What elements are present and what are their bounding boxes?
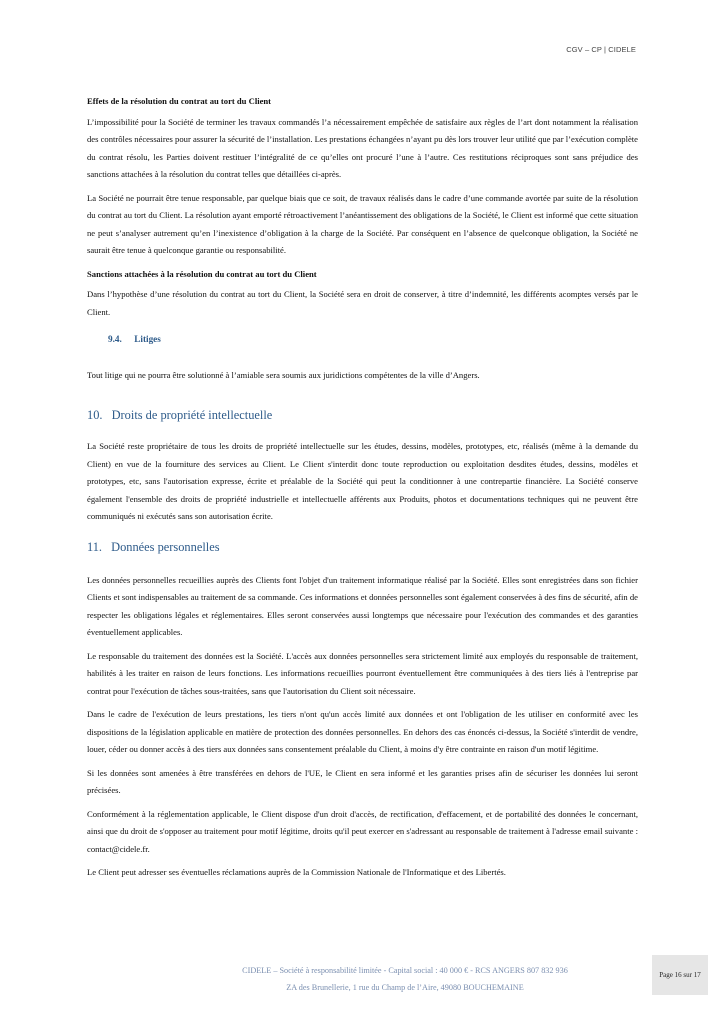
- subheading-sanctions: Sanctions attachées à la résolution du contrat au tort du Client: [87, 268, 317, 279]
- section-number: 11.: [87, 539, 103, 554]
- section-heading-litiges: [108, 331, 638, 349]
- section-heading-11: [87, 538, 638, 556]
- paragraph: Tout litige qui ne pourra être solutionné à l’amiable sera soumis aux juridictions compétentes de la ville d’Angers.: [87, 369, 480, 380]
- paragraph: Le responsable du traitement des données est la Société. L'accès aux données personnelles sera strictement limité aux employés du responsable de traitement, habilités à les traiter en raison de leurs fonctions. Les informations recueillies pourront éventuellement être communiquées à des tiers liés à l'entreprise par contrat pour l'exécution de tâches sous-traitées, sans que l'autorisation du Client soit nécessaire.: [87, 650, 638, 696]
- subheading-effets: Effets de la résolution du contrat au tort du Client: [87, 96, 272, 106]
- paragraph: La Société reste propriétaire de tous les droits de propriété intellectuelle sur les études, dessins, modèles, prototypes, etc, réalisés (même à la demande du Client) en vue de la fourniture des services au Client. Le Client s'interdit donc toute reproduction ou exploitation desdites études, dessins, modèles et prototypes, etc, sans l'autorisation expresse, écrite et préalable de la Société qui peut la conditionner à une contrepartie financière. La Société conserve également l'ensemble des droits de propriété industrielle et intellectuelle afférents aux Produits, photos et documentations techniques qui ne peuvent être communiqués ni exécutés sans son autorisation écrite.: [87, 441, 638, 521]
- paragraph: Le Client peut adresser ses éventuelles réclamations auprès de la Commission Nationale de l'Informatique et des Libertés.: [87, 867, 506, 877]
- paragraph: Si les données sont amenées à être transférées en dehors de l'UE, le Client en sera informé et les garanties prises afin de sécuriser les données lui seront précisées.: [87, 767, 638, 795]
- page-number-badge: Page 16 sur 17: [652, 955, 708, 995]
- footer-address-line: ZA des Brunellerie, 1 rue du Champ de l’Aire, 49080 BOUCHEMAINE: [286, 983, 524, 992]
- section-title: Droits de propriété intellectuelle: [111, 408, 273, 422]
- paragraph: Dans le cadre de l'exécution de leurs prestations, les tiers n'ont qu'un accès limité aux données et ont l'obligation de les utiliser en conformité avec les dispositions de la législation applicable en matière de protection des données personnelles. En dehors des cas énoncés ci-dessus, la Société s'interdit de vendre, louer, céder ou donner accès à des tiers aux données sans consentement préalable du Client, à moins d'y être contrainte en raison d'un motif légitime.: [87, 709, 638, 754]
- paragraph: Les données personnelles recueillies auprès des Clients font l'objet d'un traitement informatique réalisé par la Société. Elles sont enregistrées dans son fichier Clients et sont indispensables au traitement de sa commande. Ces informations et données personnelles sont également conservées à des fins de sécurité, afin de respecter les obligations légales et réglementaires. Elles seront conservées aussi longtemps que nécessaire pour l'exécution des commandes et des garanties éventuellement applicables.: [87, 574, 638, 637]
- paragraph: La Société ne pourrait être tenue responsable, par quelque biais que ce soit, de travaux réalisés dans le cadre d’une commande avortée par suite de la résolution du contrat au tort du Client. La résolution ayant emporté rétroactivement l’anéantissement des obligations de la Société, le Client est informé que cette situation ne peut s’analyser autrement qu’en l’inexistence d’obligation à la charge de la Société. Par conséquent en l’absence de quelconque obligation, la Société ne saurait être tenue à quelconque garantie ou responsabilité.: [87, 192, 638, 255]
- page-header: CGV – CP | CIDELE: [566, 45, 636, 54]
- paragraph: Dans l’hypothèse d’une résolution du contrat au tort du Client, la Société sera en droit de conserver, à titre d’indemnité, les différents acomptes versés par le Client.: [87, 289, 638, 317]
- section-heading-10: [87, 406, 638, 424]
- section-number: 10.: [87, 408, 103, 422]
- section-title: Litiges: [134, 334, 161, 344]
- footer-company-line: CIDELE – Société à responsabilité limitée - Capital social : 40 000 € - RCS ANGERS 807 832 936: [242, 966, 568, 975]
- page-footer: [190, 962, 620, 996]
- section-number: 9.4.: [108, 334, 122, 344]
- section-title: Données personnelles: [111, 539, 220, 554]
- paragraph: Conformément à la réglementation applicable, le Client dispose d'un droit d'accès, de rectification, d'effacement, et de portabilité des données le concernant, ainsi que du droit de s'opposer au traitement pour motif légitime, droits qu'il peut exercer en s'adressant au responsable de traitement à l'adresse email suivante : contact@cidele.fr.: [87, 808, 638, 854]
- paragraph: L’impossibilité pour la Société de terminer les travaux commandés l’a nécessairement empêchée de satisfaire aux règles de l’art dont notamment la réalisation des contrôles nécessaires pour assurer la sécurité de l’installation. Les prestations échangées n’ayant pu dès lors trouver leur utilité que par l’exécution complète du contrat résolu, les Parties doivent restituer l’intégralité de ce qu’elles ont procuré l’une à l’autre. Ces restitutions réciproques sont sans préjudice des sanctions attachées à la résolution du contrat telles que détaillées ci-après.: [87, 116, 638, 179]
- document-body: [87, 93, 638, 888]
